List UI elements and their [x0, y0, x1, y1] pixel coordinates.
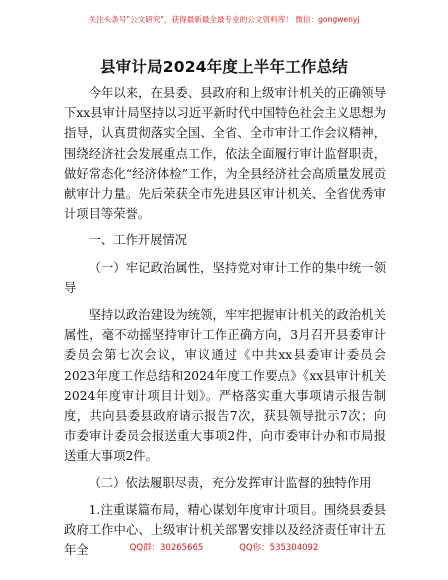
footer-qq-group: QQ群：30265665 [129, 543, 204, 553]
paragraph-planning: 1.注重谋篇布局，精心谋划年度审计项目。围绕县委县政府工作中心、上级审计机关部署安排以及经济责任审计五年全 [64, 502, 386, 558]
paragraph-politics: 坚持以政治建设为统领，牢牢把握审计机关的政治机关属性，毫不动摇坚持审计工作正确方向，3月召开县委审计委员会第七次会议，审议通过《中共xx县委审计委员会2023年度工作总结和2024年度工作要点》《xx县审计机关2024年度审计项目计划》。严格落实重大事项请示报告制度，共向县委县政府请示报告7次，获县领导批示7次；向市委审计委员会报送重大事项2件，向市委审计办和市局报送重大事项2件。 [64, 308, 386, 464]
subsection-heading-1: （一）牢记政治属性，坚持党对审计工作的集中统一领导 [64, 260, 386, 295]
header-notice: 关注头条号"公文研究"，获得最新最全最专业的公文资料库！ 微信：gongwenyj [88, 15, 360, 24]
section-heading: 一、工作开展情况 [88, 233, 187, 248]
document-title: 县审计局2024年度上半年工作总结 [99, 58, 349, 76]
subsection-heading-2: （二）依法履职尽责，充分发挥审计监督的独特作用 [88, 475, 372, 490]
document-body [64, 83, 386, 566]
intro-paragraph: 今年以来，在县委、县政府和上级审计机关的正确领导下xx县审计局坚持以习近平新时代中国特色社会主义思想为指导，认真贯彻落实全国、全省、全市审计工作会议精神，围绕经济社会发展重点工作，依法全面履行审计监督职责，做好常态化“经济体检”工作，为全县经济社会高质量发展贡献审计力量。先后荣获全市先进县区审计机关、全省优秀审计项目等荣誉。 [64, 86, 386, 222]
footer [0, 541, 448, 553]
footer-qq-contact: QQ你：535304092 [239, 543, 319, 553]
